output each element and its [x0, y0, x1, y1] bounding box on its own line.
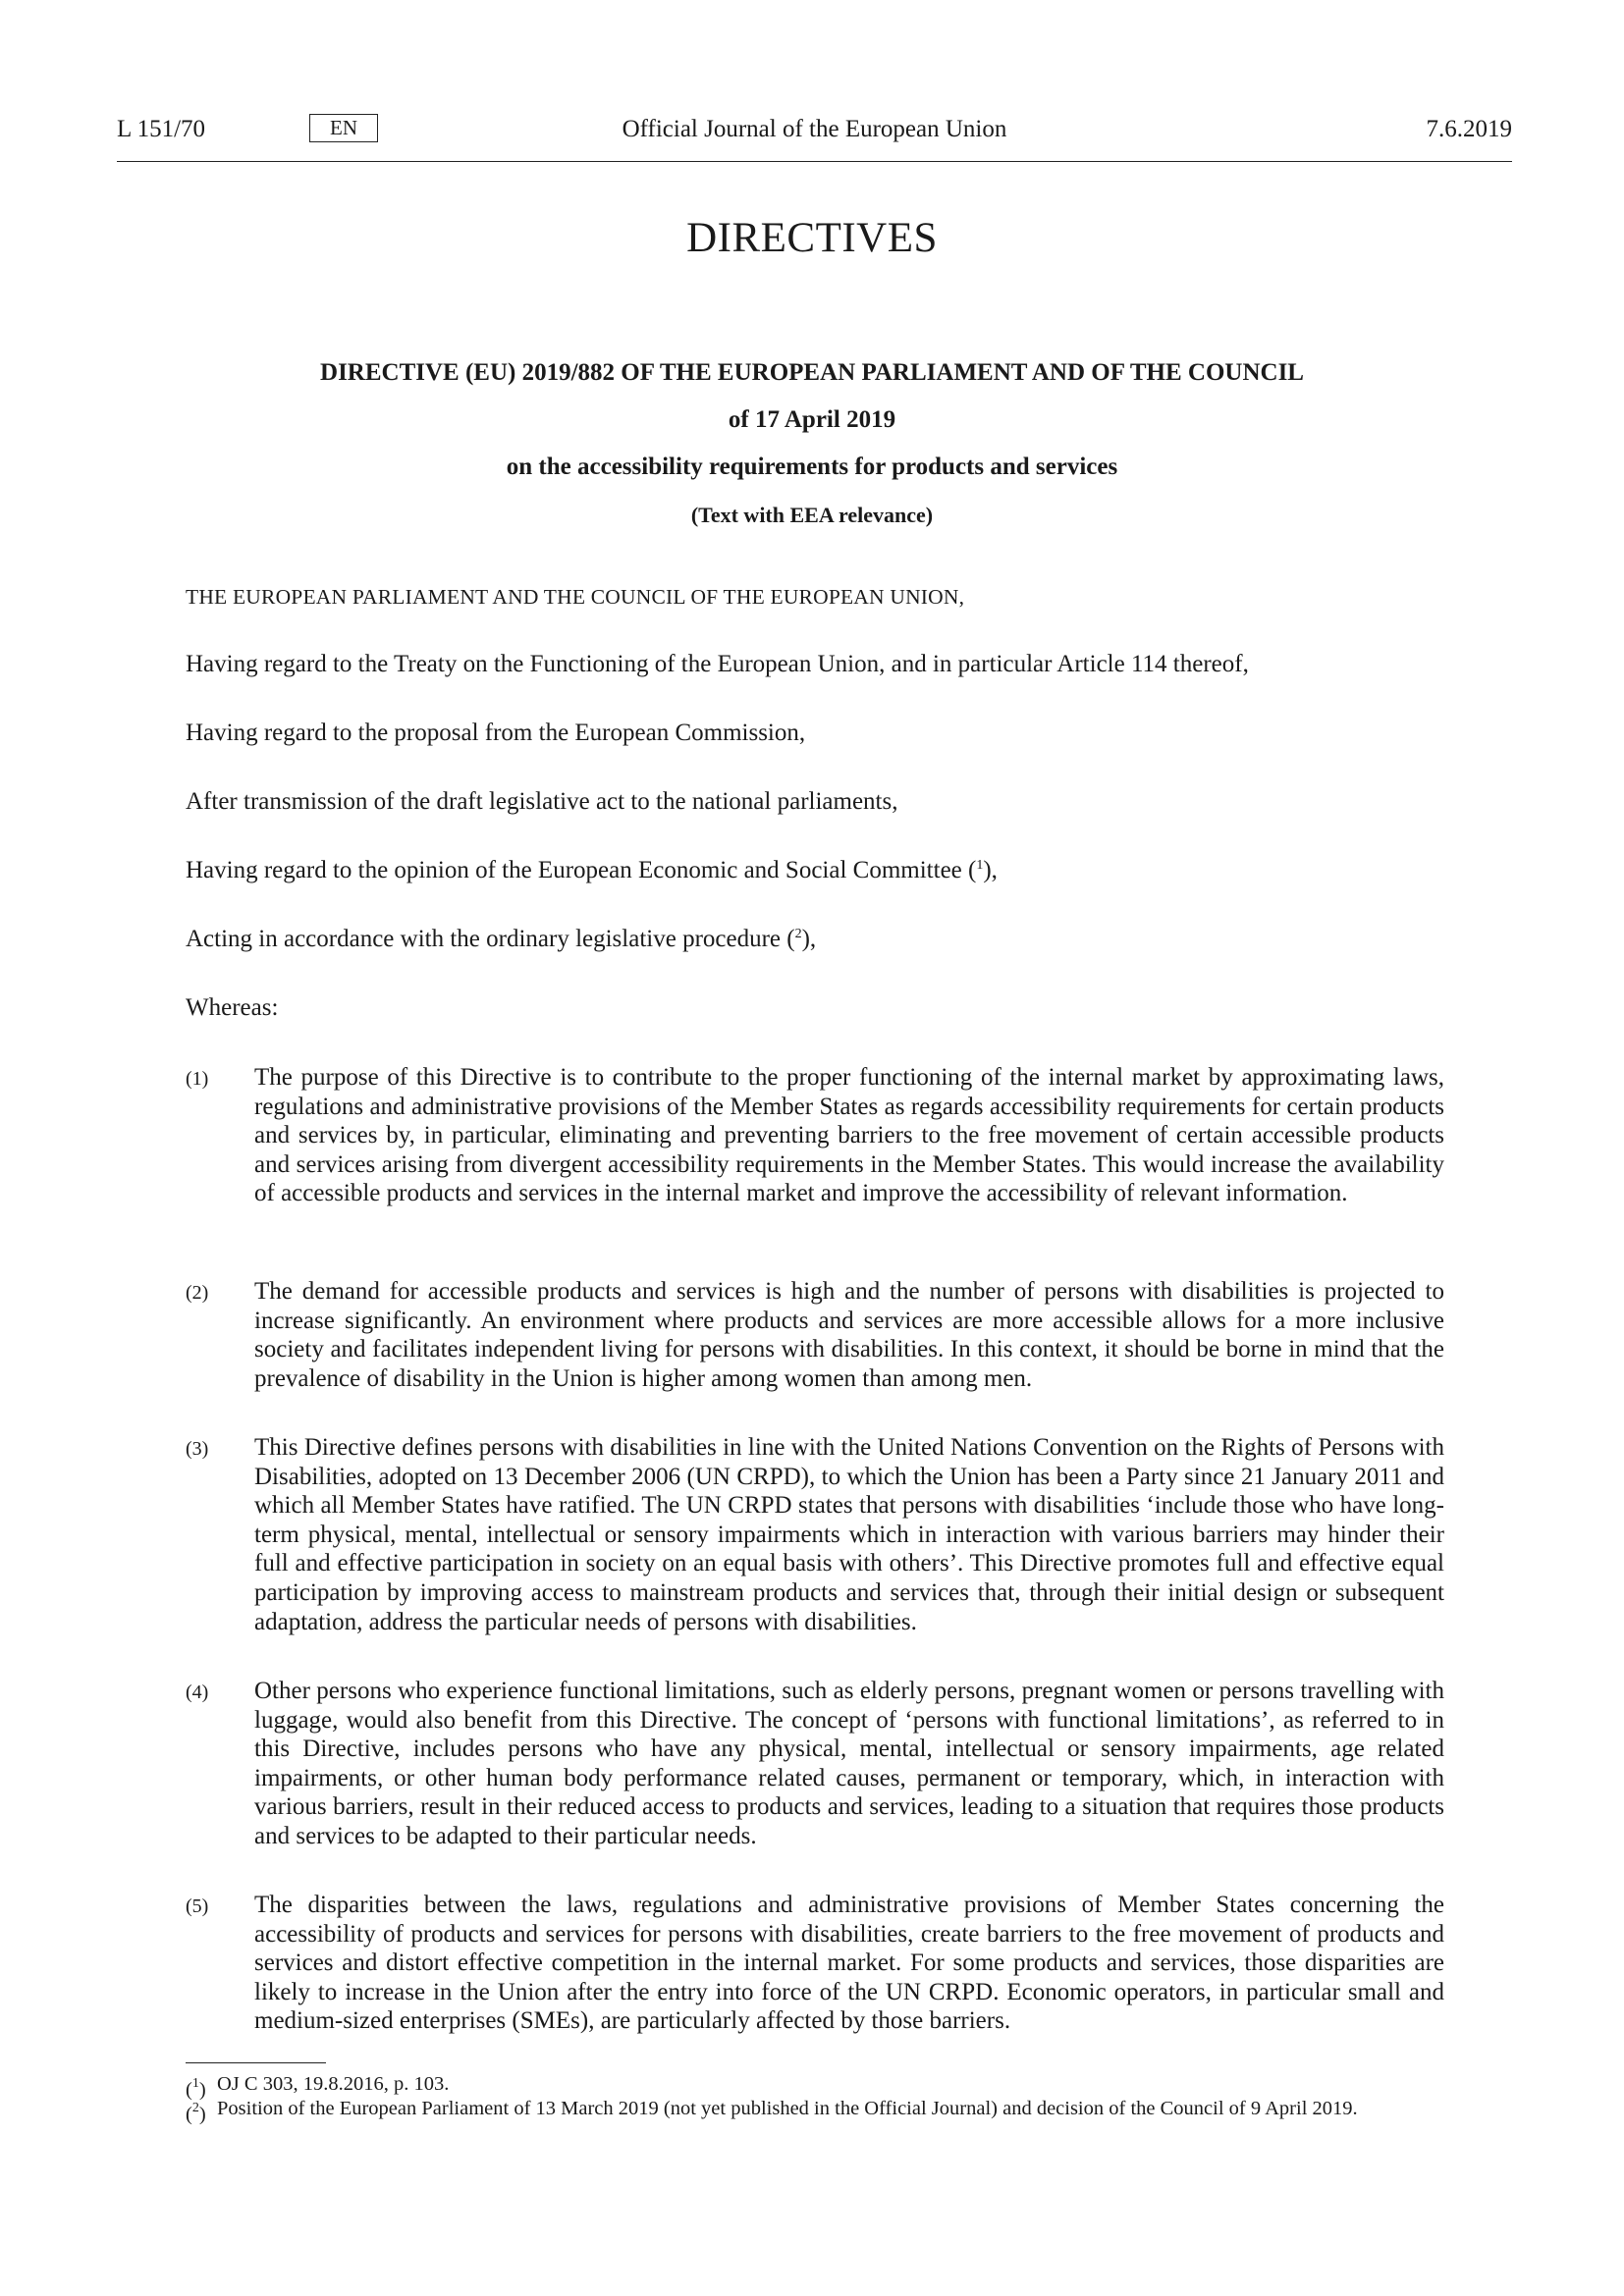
footnote-separator — [186, 2062, 326, 2063]
recital-text: This Directive defines persons with disabilities in line with the United Nations Convention on the Rights of Persons with Disabilities, adopted on 13 December 2006 (UN CRPD), to which the Union has been a Party since 21 January 2011 and which all Member States have ratified. The UN CRPD states that persons with disabilities ‘include those who have long-term physical, mental, intellectual or sensory impairments which in interaction with various barriers may hinder their full and effective participation in society on an equal basis with others’. This Directive promotes full and effective equal participation by improving access to mainstream products and services that, through their initial design or subsequent adaptation, address the particular needs of persons with disabilities. — [254, 1434, 1444, 1635]
publication-date: 7.6.2019 — [1426, 116, 1512, 142]
language-badge: EN — [309, 114, 378, 142]
citation-opinion-text: Having regard to the opinion of the European Economic and Social Committee — [186, 857, 962, 883]
recital — [186, 1433, 1444, 1636]
recital-text: The purpose of this Directive is to contribute to the proper functioning of the internal market by approximating laws, regulations and administrative provisions of the Member States as regards accessibility requirements for certain products and services by, in particular, eliminating and preventing barriers to the free movement of certain accessible products and services arising from divergent accessibility requirements in the Member States. This would increase the availability of accessible products and services in the internal market and improve the accessibility of relevant information. — [254, 1064, 1444, 1207]
journal-title: Official Journal of the European Union — [622, 116, 1007, 142]
recital-text: The demand for accessible products and services is high and the number of persons with disabilities is projected to increase significantly. An environment where products and services are more accessible allows for a more inclusive society and facilitates independent living for persons with disabilities. In this context, it should be borne in mind that the prevalence of disability in the Union is higher among women than among men. — [254, 1278, 1444, 1392]
directive-date: of 17 April 2019 — [728, 406, 896, 433]
whereas-heading: Whereas: — [186, 994, 279, 1021]
page-reference: L 151/70 — [117, 116, 206, 142]
citation-procedure: Acting in accordance with the ordinary legislative procedure ($^2$), — [186, 926, 817, 952]
citation-procedure-text: Acting in accordance with the ordinary legislative procedure — [186, 926, 782, 952]
recital-number: (2) — [186, 1282, 209, 1304]
footnote-ref-2: 2 — [794, 927, 802, 941]
citation-opinion-punct: , — [991, 857, 998, 883]
recital-text: Other persons who experience functional limitations, such as elderly persons, pregnant women or persons travelling with luggage, would also benefit from this Directive. The concept of ‘persons with functional limitations’, as referred to in this Directive, includes persons who have any physical, mental, intellectual or sensory impairments, age related impairments, or other human body performance related causes, permanent or temporary, which, in interaction with various barriers, result in their reduced access to products and services, leading to a situation that requires those products and services to be adapted to their particular needs. — [254, 1678, 1444, 1849]
recital — [186, 1891, 1444, 2036]
footnote-marker-number: 2 — [191, 2101, 199, 2115]
recital-text: The disparities between the laws, regulations and administrative provisions of Member States concerning the accessibility of products and services for persons with disabilities, create barriers to the free movement of products and services and distort effective competition in the internal market. For some products and services, those disparities are likely to increase in the Union after the entry into force of the UN CRPD. Economic operators, in particular small and medium-sized enterprises (SMEs), are particularly affected by those barriers. — [254, 1892, 1444, 2035]
document-type-heading: DIRECTIVES — [686, 215, 938, 261]
footnote-ref-1: 1 — [976, 858, 984, 873]
footnote-text: Position of the European Parliament of 13 March 2019 (not yet published in the Official Journal) and decision of the Council of 9 April 2019. — [217, 2098, 1358, 2119]
journal-header — [117, 114, 1512, 162]
directive-subject: on the accessibility requirements for products and services — [506, 454, 1118, 480]
footnote-marker: ($^1$) — [186, 2076, 206, 2101]
citation-procedure-punct: , — [809, 926, 817, 952]
recital-number: (4) — [186, 1682, 209, 1703]
recital-number: (5) — [186, 1896, 209, 1917]
recital — [186, 1277, 1444, 1393]
recital-number: (3) — [186, 1438, 209, 1460]
citation-opinion: Having regard to the opinion of the European Economic and Social Committee ($^1$), — [186, 857, 998, 883]
citation-treaty: Having regard to the Treaty on the Functioning of the European Union, and in particular Article 114 thereof, — [186, 651, 1249, 677]
recital-number: (1) — [186, 1068, 209, 1090]
eea-relevance-note: (Text with EEA relevance) — [690, 503, 934, 527]
recital — [186, 1677, 1444, 1851]
citation-proposal: Having regard to the proposal from the European Commission, — [186, 720, 806, 746]
footnote-marker: ($^2$) — [186, 2101, 206, 2125]
preamble-authors: THE EUROPEAN PARLIAMENT AND THE COUNCIL OF THE EUROPEAN UNION, — [186, 585, 965, 609]
footnote — [186, 2097, 1444, 2125]
citation-transmission: After transmission of the draft legislative act to the national parliaments, — [186, 788, 898, 815]
recital — [186, 1063, 1444, 1208]
directive-title: DIRECTIVE (EU) 2019/882 OF THE EUROPEAN PARLIAMENT AND OF THE COUNCIL — [320, 359, 1304, 386]
footnote — [186, 2072, 1444, 2101]
footnote-marker-number: 1 — [191, 2076, 199, 2091]
footnote-text: OJ C 303, 19.8.2016, p. 103. — [217, 2073, 450, 2095]
